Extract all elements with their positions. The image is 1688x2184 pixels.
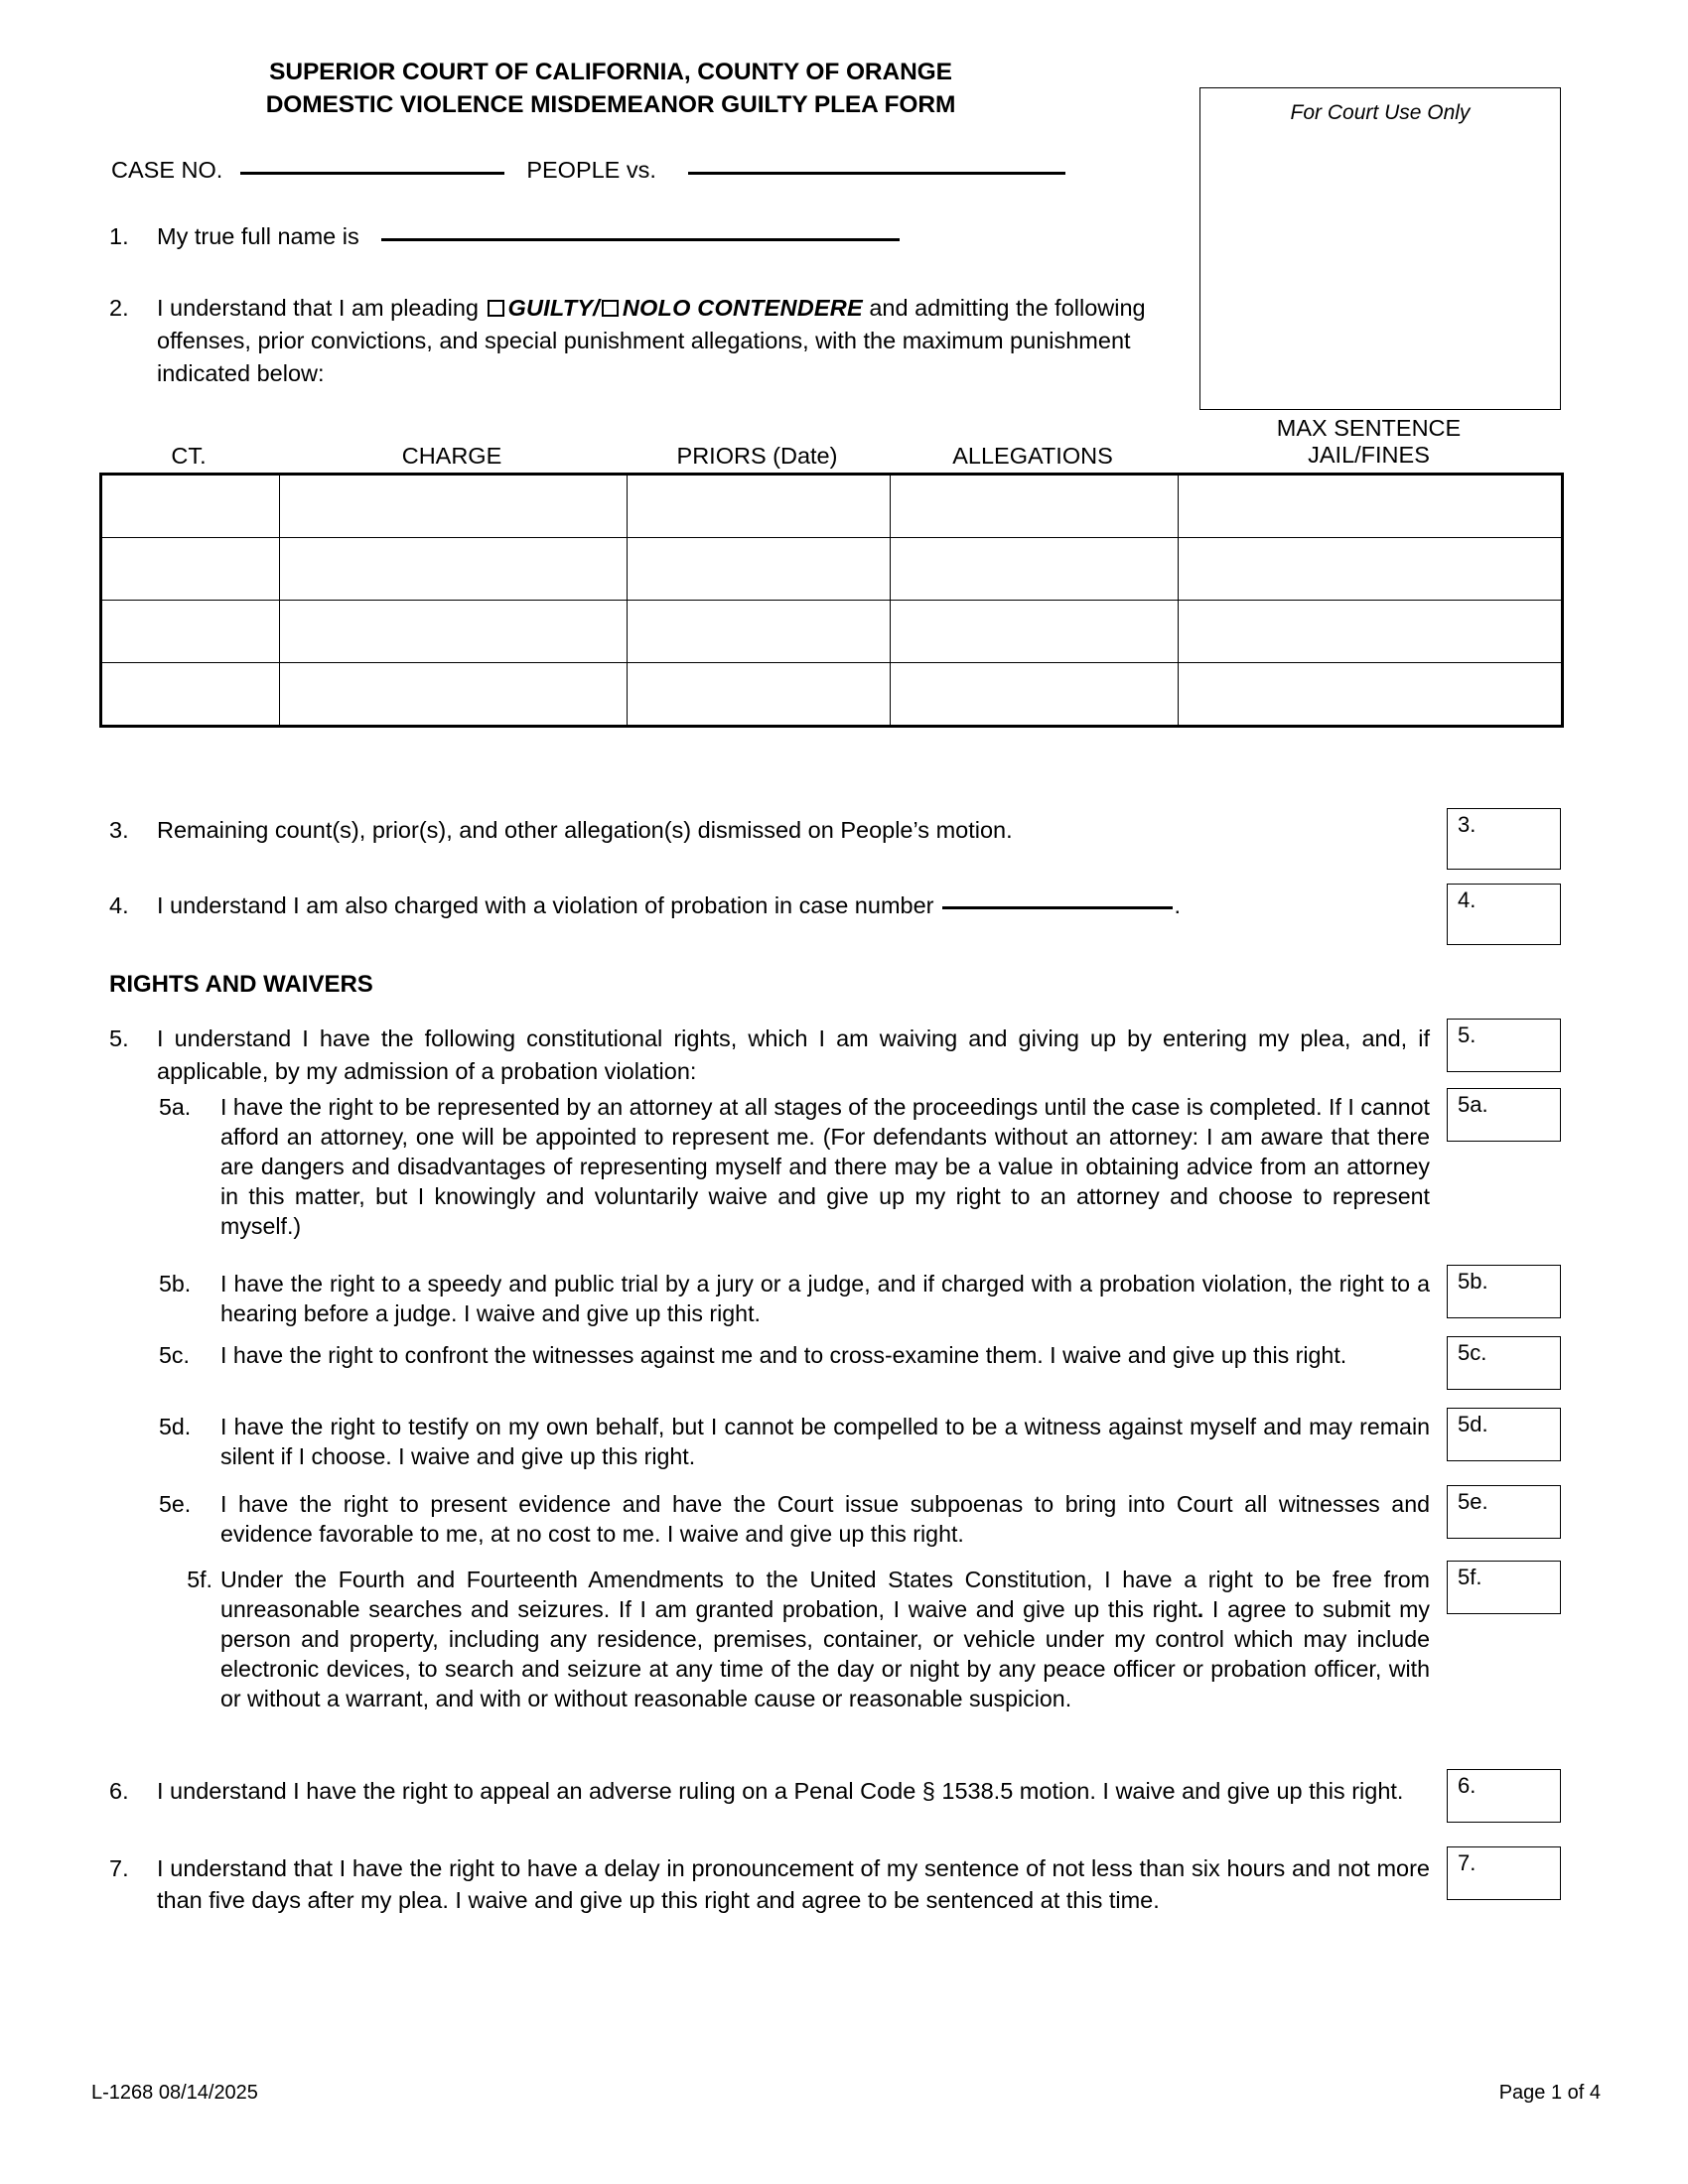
cell-priors[interactable]	[628, 663, 891, 727]
item-1-body	[157, 220, 1201, 253]
item-5d-body: I have the right to testify on my own behalf, but I cannot be compelled to be a witness against myself and may remain silent if I choose. I waive and give up this right.	[220, 1414, 1430, 1469]
col-header-max-line1: MAX SENTENCE	[1276, 415, 1462, 441]
sidebox-5e[interactable]: 5e.	[1447, 1485, 1561, 1539]
sidebox-5c[interactable]: 5c.	[1447, 1336, 1561, 1390]
table-row	[101, 475, 1563, 538]
case-number-line	[111, 157, 1065, 184]
sidebox-4[interactable]: 4.	[1447, 884, 1561, 945]
col-header-charge: CHARGE	[401, 443, 502, 469]
item-5f	[159, 1565, 1430, 1713]
item-5f-text-part1: Under the Fourth and Fourteenth Amendments to the United States Constitution, I have a right to be free from unreasonable searches and seizures. If I am granted probation, I waive and give up this right	[220, 1567, 1430, 1622]
cell-max[interactable]	[1179, 601, 1563, 663]
item-3	[109, 814, 1400, 847]
col-header-max-sentence	[1177, 415, 1561, 469]
cell-priors[interactable]	[628, 538, 891, 601]
item-2	[109, 292, 1201, 390]
footer-form-id: L-1268 08/14/2025	[91, 2082, 258, 2104]
cell-ct[interactable]	[101, 663, 280, 727]
item-5f-text-part2: I agree to submit my person and property, including any residence, premises, container, or vehicle under my control which may include electronic devices, to search and seizure at any time of the day or night by any peace officer or probation officer, with or without a warrant, and with or without reasonable cause or reasonable suspicion.	[220, 1596, 1431, 1711]
item-5f-bold-period: .	[1196, 1596, 1204, 1622]
col-header-ct: CT.	[171, 443, 207, 469]
cell-max[interactable]	[1179, 538, 1563, 601]
cell-ct[interactable]	[101, 601, 280, 663]
item-5b-number: 5b.	[159, 1271, 192, 1297]
cell-max[interactable]	[1179, 475, 1563, 538]
cell-allegations[interactable]	[891, 663, 1179, 727]
sidebox-6[interactable]: 6.	[1447, 1769, 1561, 1823]
item-5-number: 5.	[109, 1025, 129, 1051]
item-5e-body: I have the right to present evidence and have the Court issue subpoenas to bring into Court all witnesses and evidence favorable to me, at no cost to me. I waive and give up this right.	[220, 1491, 1430, 1547]
cell-allegations[interactable]	[891, 538, 1179, 601]
item-7-body: I understand that I have the right to have a delay in pronouncement of my sentence of not less than six hours and not more than five days after my plea. I waive and give up this right and agree to be sentenced at this time.	[157, 1855, 1430, 1913]
item-1-number: 1.	[109, 223, 129, 249]
nolo-contendere-label: NOLO CONTENDERE	[622, 295, 863, 321]
form-name: DOMESTIC VIOLENCE MISDEMEANOR GUILTY PLEA FORM	[265, 91, 956, 118]
item-5f-body	[220, 1565, 1430, 1713]
people-vs-label: PEOPLE vs.	[526, 157, 656, 183]
item-6-number: 6.	[109, 1778, 129, 1804]
cell-priors[interactable]	[628, 475, 891, 538]
item-4-body	[157, 889, 1440, 922]
charge-table-body	[101, 475, 1563, 727]
item-5d	[159, 1412, 1430, 1471]
item-5f-number: 5f.	[187, 1567, 212, 1592]
item-5d-number: 5d.	[159, 1414, 192, 1439]
item-5	[109, 1023, 1430, 1088]
item-7	[109, 1852, 1430, 1916]
item-3-body: Remaining count(s), prior(s), and other allegation(s) dismissed on People’s motion.	[157, 817, 1013, 843]
col-header-allegations: ALLEGATIONS	[952, 443, 1113, 469]
cell-ct[interactable]	[101, 475, 280, 538]
nolo-contendere-checkbox[interactable]	[602, 300, 619, 317]
item-4-number: 4.	[109, 892, 129, 918]
defendant-name-input[interactable]	[688, 172, 1065, 175]
probation-case-number-input[interactable]	[942, 906, 1173, 909]
plea-separator: /	[593, 295, 600, 321]
table-row	[101, 538, 1563, 601]
item-6-body: I understand I have the right to appeal an adverse ruling on a Penal Code § 1538.5 motion. I waive and give up this right.	[157, 1778, 1404, 1804]
sidebox-5[interactable]: 5.	[1447, 1019, 1561, 1072]
cell-charge[interactable]	[280, 601, 628, 663]
sidebox-5a[interactable]: 5a.	[1447, 1088, 1561, 1142]
item-1	[109, 220, 1201, 253]
item-2-number: 2.	[109, 295, 129, 321]
sidebox-5f[interactable]: 5f.	[1447, 1561, 1561, 1614]
item-5a-body: I have the right to be represented by an attorney at all stages of the proceedings until the case is completed. If I cannot afford an attorney, one will be appointed to represent me. (For defendants without an attorney: I am aware that there are dangers and disadvantages of representing myself and there may be a value in obtaining advice from an attorney in this matter, but I knowingly and voluntarily waive and give up my right to an attorney and choose to represent myself.)	[220, 1094, 1430, 1239]
section-heading-rights-and-waivers: RIGHTS AND WAIVERS	[109, 971, 373, 998]
full-name-input[interactable]	[381, 238, 900, 241]
cell-charge[interactable]	[280, 663, 628, 727]
item-1-label: My true full name is	[157, 223, 359, 249]
item-4-label: I understand I am also charged with a violation of probation in case number	[157, 892, 934, 918]
case-no-label: CASE NO.	[111, 157, 223, 183]
sidebox-5d[interactable]: 5d.	[1447, 1408, 1561, 1461]
sidebox-5b[interactable]: 5b.	[1447, 1265, 1561, 1318]
cell-charge[interactable]	[280, 475, 628, 538]
sidebox-7[interactable]: 7.	[1447, 1846, 1561, 1900]
cell-priors[interactable]	[628, 601, 891, 663]
for-court-use-only-label: For Court Use Only	[1290, 101, 1471, 124]
item-6	[109, 1775, 1430, 1807]
page-title	[0, 56, 1221, 121]
footer-page-number: Page 1 of 4	[1498, 2082, 1601, 2104]
charge-table	[99, 473, 1564, 728]
cell-allegations[interactable]	[891, 475, 1179, 538]
cell-max[interactable]	[1179, 663, 1563, 727]
item-2-body	[157, 292, 1201, 390]
item-5b-body: I have the right to a speedy and public trial by a jury or a judge, and if charged with a probation violation, the right to a hearing before a judge. I waive and give up this right.	[220, 1271, 1430, 1326]
case-no-input[interactable]	[240, 172, 504, 175]
item-5b	[159, 1269, 1430, 1328]
guilty-checkbox[interactable]	[488, 300, 504, 317]
item-5c-number: 5c.	[159, 1342, 190, 1368]
item-5c-body: I have the right to confront the witnesses against me and to cross-examine them. I waive and give up this right.	[220, 1342, 1347, 1368]
charge-table-header-row	[99, 415, 1561, 473]
item-5a	[159, 1092, 1430, 1241]
for-court-use-only-box	[1199, 87, 1561, 410]
item-5e	[159, 1489, 1430, 1549]
item-7-number: 7.	[109, 1855, 129, 1881]
guilty-label: GUILTY	[507, 295, 594, 321]
col-header-max-line2: JAIL/FINES	[1308, 442, 1430, 468]
item-4-period: .	[1174, 892, 1182, 918]
item-5-body: I understand I have the following constitutional rights, which I am waiving and giving up by entering my plea, and, if applicable, by my admission of a probation violation:	[157, 1025, 1430, 1084]
table-row	[101, 663, 1563, 727]
item-2-tail: and admitting the following offenses, prior convictions, and special punishment allegations, with the maximum punishment indicated below:	[157, 295, 1146, 386]
table-row	[101, 601, 1563, 663]
item-4	[109, 889, 1440, 922]
item-5e-number: 5e.	[159, 1491, 192, 1517]
sidebox-3[interactable]: 3.	[1447, 808, 1561, 870]
item-5a-number: 5a.	[159, 1094, 192, 1120]
cell-allegations[interactable]	[891, 601, 1179, 663]
item-5c	[159, 1340, 1430, 1370]
item-2-lead: I understand that I am pleading	[157, 295, 479, 321]
col-header-priors: PRIORS (Date)	[676, 443, 838, 469]
item-3-number: 3.	[109, 817, 129, 843]
cell-ct[interactable]	[101, 538, 280, 601]
cell-charge[interactable]	[280, 538, 628, 601]
court-name: SUPERIOR COURT OF CALIFORNIA, COUNTY OF ORANGE	[269, 59, 952, 85]
